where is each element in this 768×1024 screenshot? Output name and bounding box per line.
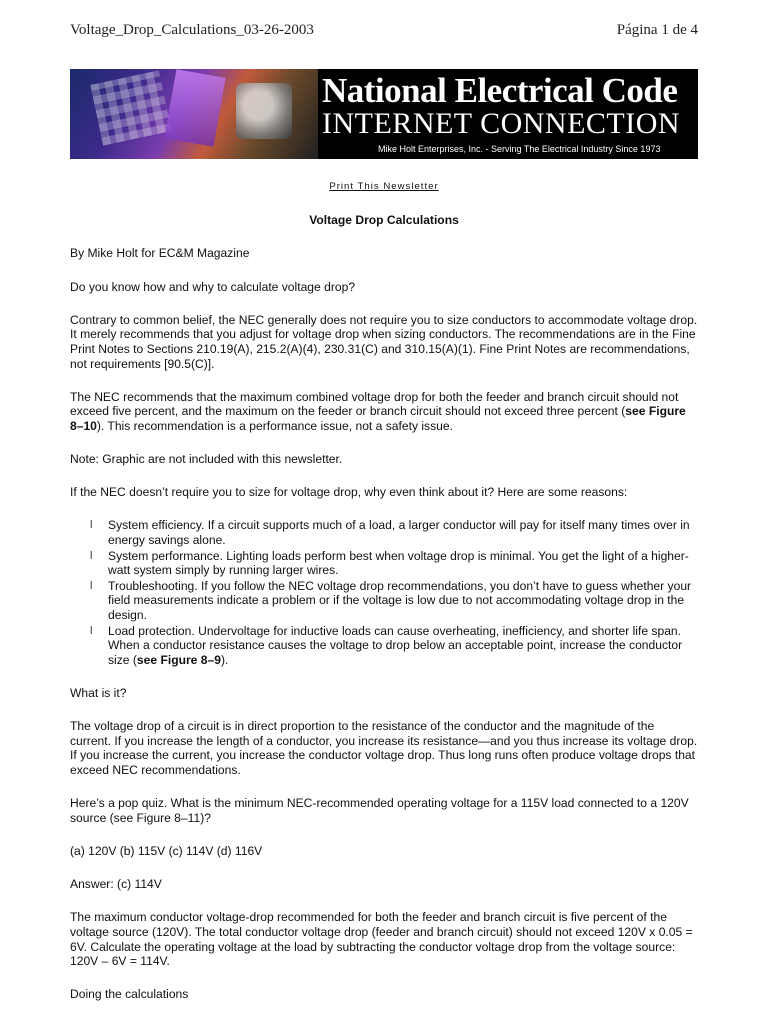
paragraph-pop-quiz: Here’s a pop quiz. What is the minimum NEC-recommended operating voltage for a 115V load connected to a 120V source (see Figure 8–11)?: [70, 796, 689, 825]
list-item-text: System performance. Lighting loads perform best when voltage drop is minimal. You get the light of a higher-watt system simply by running larger wires.: [108, 548, 689, 578]
page-header: [70, 22, 698, 39]
paragraph-answer-explanation: The maximum conductor voltage-drop recommended for both the feeder and branch circuit is five percent of the voltage source (120V). The total conductor voltage drop (feeder and branch circuit) should not exceed 120V x 0.05 = 6V. Calculate the operating voltage at the load by subtracting the conductor voltage drop from the voltage source: 120V – 6V = 114V.: [70, 910, 693, 969]
list-item-text: System efficiency. If a circuit supports much of a load, a larger conductor will pay for itself many times over in energy savings alone.: [108, 518, 690, 548]
section-heading-calculations: Doing the calculations: [70, 987, 189, 1002]
list-item: [90, 623, 698, 668]
figure-reference: see Figure 8–9: [136, 652, 221, 667]
list-item: [90, 548, 698, 578]
list-item: [90, 578, 698, 623]
document-filename: Voltage_Drop_Calculations_03-26-2003: [70, 22, 314, 38]
banner-subtitle: INTERNET CONNECTION: [322, 107, 681, 140]
paragraph-what-is-it: What is it?: [70, 686, 127, 700]
text-span: Load protection. Undervoltage for inductive loads can cause overheating, inefficiency, and shorter life span. When a conductor resistance causes the voltage to drop below an acceptable point, increase the conductor size (: [108, 623, 683, 667]
print-newsletter-link[interactable]: Print This Newsletter: [329, 181, 439, 192]
card-image: [164, 69, 225, 147]
text-span: The NEC recommends that the maximum combined voltage drop for both the feeder and branch circuit should not exceed five percent, and the maximum on the feeder or branch circuit should not exceed three percent (: [70, 389, 679, 419]
list-item: [90, 518, 698, 548]
article-title: Voltage Drop Calculations: [309, 213, 459, 228]
print-link-row: [70, 178, 698, 195]
paragraph-recommendation: [70, 390, 698, 434]
page-number: Página 1 de 4: [616, 22, 698, 38]
bullet-icon: l: [90, 519, 93, 532]
figure-reference: see Figure 8–10: [70, 404, 686, 433]
banner-tagline: Mike Holt Enterprises, Inc. - Serving The Electrical Industry Since 1973: [378, 144, 661, 154]
list-item-text: Troubleshooting. If you follow the NEC voltage drop recommendations, you don’t have to guess whether your field measurements indicate a problem or if the voltage is low due to not accommodating voltage drop in the design.: [108, 578, 692, 623]
text-span: ).: [220, 652, 229, 667]
paragraph-explanation: The voltage drop of a circuit is in direct proportion to the resistance of the conductor and the magnitude of the current. If you increase the length of a conductor, you increase its resistance—and you thus increase its voltage drop. If you increase the current, you increase the conductor voltage drop. Thus long runs often produce voltage drops that exceed NEC recommendations.: [70, 719, 698, 777]
paragraph-common-belief: Contrary to common belief, the NEC generally does not require you to size conductors to accommodate voltage drop. It merely recommends that you adjust for voltage drop when sizing conductors. The recommendations are in the Fine Print Notes to Sections 210.19(A), 215.2(A)(4), 230.31(C) and 310.15(A)(1). Fine Print Notes are recommendations, not requirements [90.5(C)].: [70, 312, 698, 371]
paragraph-reasons-intro: If the NEC doesn’t require you to size for voltage drop, why even think about it? Here are some reasons:: [70, 485, 628, 500]
paragraph-quiz-answer: Answer: (c) 114V: [70, 877, 162, 892]
paragraph-quiz-options: (a) 120V (b) 115V (c) 114V (d) 116V: [70, 843, 263, 858]
bullet-icon: l: [90, 579, 93, 592]
keypad-image: [90, 70, 171, 145]
text-span: ). This recommendation is a performance issue, not a safety issue.: [96, 418, 453, 433]
banner-title: National Electrical Code: [322, 71, 678, 110]
reasons-list: [70, 518, 698, 667]
banner-photo-collage: [70, 69, 318, 159]
plug-image: [236, 83, 292, 139]
nec-banner: [70, 69, 698, 159]
paragraph-graphic-note: Note: Graphic are not included with this newsletter.: [70, 452, 343, 467]
bullet-icon: l: [90, 624, 93, 637]
byline: By Mike Holt for EC&M Magazine: [70, 246, 250, 261]
paragraph-intro-question: Do you know how and why to calculate voltage drop?: [70, 279, 356, 294]
article-body: [70, 178, 698, 1020]
bullet-icon: l: [90, 549, 93, 562]
